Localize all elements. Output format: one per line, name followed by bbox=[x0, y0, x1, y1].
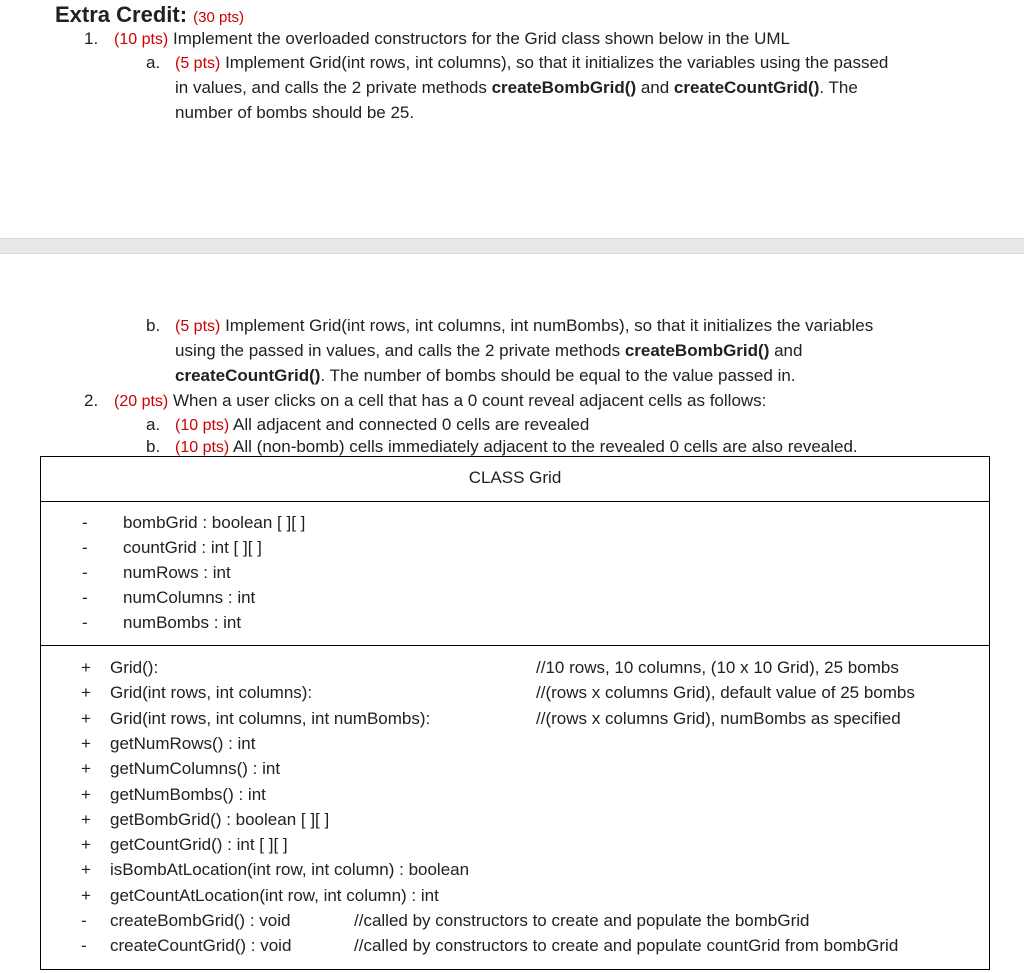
q1a-method1: createBombGrid() bbox=[491, 78, 637, 97]
uml-class-box bbox=[40, 456, 990, 970]
method-comment: //(rows x columns Grid), default value of 25 bombs bbox=[536, 683, 915, 703]
q1b-line2 bbox=[175, 338, 802, 363]
q2b-text: All (non-bomb) cells immediately adjacent to the revealed 0 cells are also revealed. bbox=[233, 437, 858, 456]
uml-class-name: CLASS Grid bbox=[468, 468, 562, 487]
q2a-points: (10 pts) bbox=[175, 417, 230, 434]
q1-text: Implement the overloaded constructors for the Grid class shown below in the UML bbox=[172, 29, 790, 48]
field-visibility: - bbox=[82, 513, 88, 532]
q2-points: (20 pts) bbox=[114, 393, 169, 410]
field-text: countGrid : int [ ][ ] bbox=[123, 538, 262, 557]
uml-divider-methods bbox=[41, 645, 989, 646]
method-comment: //called by constructors to create and populate the bombGrid bbox=[354, 911, 810, 930]
field-visibility: - bbox=[82, 588, 88, 607]
method-text: getCountAtLocation(int row, int column) : int bbox=[110, 885, 439, 905]
q2a-letter: a. bbox=[146, 415, 161, 434]
q2b-letter: b. bbox=[146, 437, 161, 456]
q2-line bbox=[114, 388, 766, 414]
method-text: createCountGrid() : void bbox=[110, 936, 292, 956]
method-text: getNumColumns() : int bbox=[110, 759, 281, 779]
q1b-text2: using the passed in values, and calls the 2 private methods bbox=[175, 341, 625, 360]
q1b-line1 bbox=[175, 313, 873, 339]
method-text: Grid(int rows, int columns): bbox=[110, 683, 313, 703]
method-text: getNumBombs() : int bbox=[110, 784, 266, 804]
q2-text: When a user clicks on a cell that has a 0 count reveal adjacent cells as follows: bbox=[172, 391, 767, 410]
q1b-method1: createBombGrid() bbox=[624, 341, 770, 360]
q1a-and: and bbox=[636, 78, 674, 97]
method-text: Grid(): bbox=[110, 658, 159, 677]
q1-line bbox=[114, 26, 790, 52]
field-text: numBombs : int bbox=[123, 613, 242, 632]
method-text: getBombGrid() : boolean [ ][ ] bbox=[110, 809, 330, 829]
q1b-line3 bbox=[175, 363, 796, 388]
method-text: createBombGrid() : void bbox=[110, 911, 291, 930]
method-visibility: + bbox=[81, 658, 91, 677]
q1b-points: (5 pts) bbox=[175, 318, 221, 335]
q1a-method2: createCountGrid() bbox=[673, 78, 820, 97]
method-text: isBombAtLocation(int row, int column) : boolean bbox=[110, 860, 470, 880]
q1a-line2 bbox=[175, 75, 858, 100]
q1b-text2-end: and bbox=[769, 341, 803, 360]
method-comment: //called by constructors to create and populate countGrid from bombGrid bbox=[354, 936, 899, 956]
method-visibility: + bbox=[81, 708, 91, 728]
q1a-line1 bbox=[175, 50, 888, 76]
field-text: numColumns : int bbox=[123, 588, 256, 607]
method-visibility: + bbox=[81, 784, 91, 804]
method-visibility: + bbox=[81, 860, 91, 880]
q2b-points: (10 pts) bbox=[175, 439, 230, 456]
q1-number: 1. bbox=[84, 29, 99, 48]
method-visibility: + bbox=[81, 885, 91, 905]
uml-divider-fields bbox=[41, 501, 989, 502]
field-visibility: - bbox=[82, 613, 88, 632]
field-visibility: - bbox=[82, 563, 88, 582]
method-visibility: + bbox=[81, 683, 91, 703]
q1a-text1: Implement Grid(int rows, int columns), so that it initializes the variables using the passed bbox=[225, 53, 889, 72]
q1b-letter: b. bbox=[146, 316, 161, 335]
method-comment: //(rows x columns Grid), numBombs as specified bbox=[536, 708, 901, 728]
q1b-method2: createCountGrid() bbox=[175, 366, 321, 385]
q1a-line3: number of bombs should be 25. bbox=[175, 103, 415, 122]
title-text: Extra Credit: bbox=[55, 2, 188, 27]
field-visibility: - bbox=[82, 538, 88, 557]
field-text: bombGrid : boolean [ ][ ] bbox=[123, 513, 306, 532]
q1a-points: (5 pts) bbox=[175, 55, 221, 72]
method-comment: //10 rows, 10 columns, (10 x 10 Grid), 25 bombs bbox=[536, 658, 899, 677]
method-text: getNumRows() : int bbox=[110, 733, 256, 753]
q1a-letter: a. bbox=[146, 53, 161, 72]
title-points: (30 pts) bbox=[193, 9, 245, 26]
method-visibility: + bbox=[81, 759, 91, 779]
method-visibility: + bbox=[81, 809, 91, 829]
q1-points: (10 pts) bbox=[114, 31, 169, 48]
field-text: numRows : int bbox=[123, 563, 231, 582]
method-visibility: + bbox=[81, 733, 91, 753]
method-visibility: - bbox=[81, 936, 87, 956]
q1a-text2: in values, and calls the 2 private methods bbox=[175, 78, 492, 97]
q1b-text3: . The number of bombs should be equal to the value passed in. bbox=[320, 366, 796, 385]
method-text: getCountGrid() : int [ ][ ] bbox=[110, 835, 288, 855]
q1a-text2-end: . The bbox=[819, 78, 858, 97]
method-text: Grid(int rows, int columns, int numBombs): bbox=[110, 708, 431, 728]
q2a-text: All adjacent and connected 0 cells are revealed bbox=[233, 415, 590, 434]
page-title bbox=[55, 2, 244, 28]
method-visibility: + bbox=[81, 835, 91, 855]
method-visibility: - bbox=[81, 911, 87, 930]
page-break bbox=[0, 238, 1024, 254]
q1b-text1: Implement Grid(int rows, int columns, int numBombs), so that it initializes the variables bbox=[225, 316, 874, 335]
q2-number: 2. bbox=[84, 391, 99, 410]
